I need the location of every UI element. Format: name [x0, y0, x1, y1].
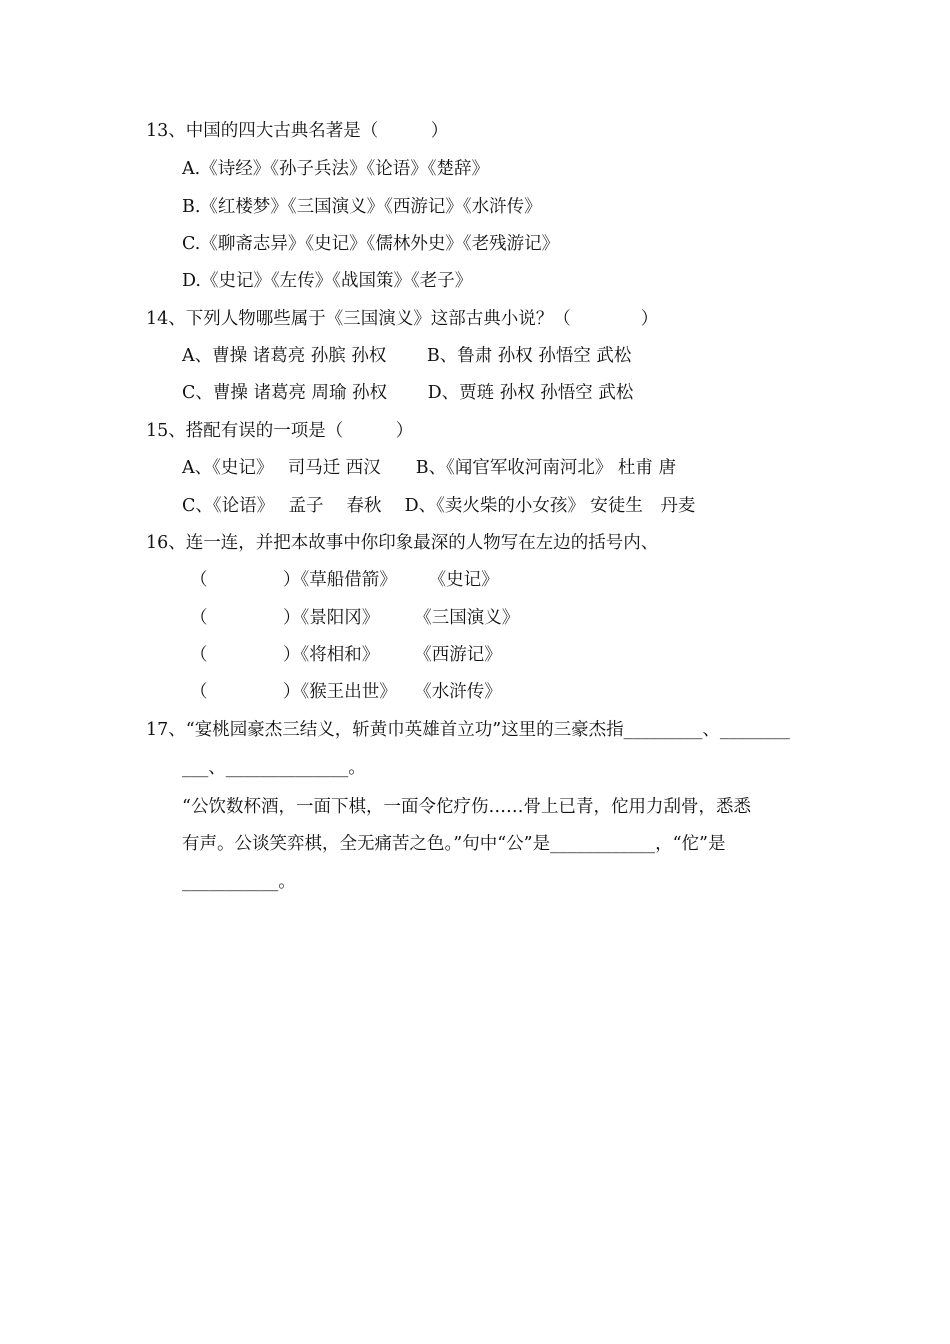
q14-stem: 14、下列人物哪些属于《三国演义》这部古典小说？（ ） [146, 309, 659, 329]
q17-passage-line-3: ___________。 [182, 872, 296, 892]
q15-stem: 15、搭配有误的一项是（ ） [146, 421, 414, 441]
q13-stem: 13、中国的四大古典名著是（ ） [146, 121, 449, 141]
q15-options-cd: C、《论语》 孟子 春秋 D、《卖火柴的小女孩》 安徒生 丹麦 [182, 496, 696, 516]
q15-options-ab: A、《史记》 司马迁 西汉 B、《闻官军收河南河北》 杜甫 唐 [182, 458, 676, 478]
q16-match-row: （ ）《猴王出世》 《水浒传》 [190, 682, 502, 702]
q17-passage-line-2: 有声。公谈笑弈棋，全无痛苦之色。”句中“公”是____________，“佗”是 [182, 834, 726, 854]
q16-match-row: （ ）《将相和》 《西游记》 [190, 645, 502, 665]
q13-option-d: D.《史记》《左传》《战国策》《老子》 [182, 271, 473, 291]
q16-match-row: （ ）《草船借箭》 《史记》 [190, 570, 499, 590]
q14-options-cd: C、曹操 诸葛亮 周瑜 孙权 D、贾琏 孙权 孙悟空 武松 [182, 383, 634, 403]
q14-options-ab: A、曹操 诸葛亮 孙膑 孙权 B、鲁肃 孙权 孙悟空 武松 [182, 346, 632, 366]
q16-stem: 16、连一连，并把本故事中你印象最深的人物写在左边的括号内、 [146, 533, 659, 553]
q17-line-1: 17、“宴桃园豪杰三结义，斩黄巾英雄首立功”这里的三豪杰指_________、________ [146, 720, 790, 740]
q13-option-c: C.《聊斋志异》《史记》《儒林外史》《老残游记》 [182, 234, 560, 254]
q17-passage-line-1: “公饮数杯酒，一面下棋，一面令佗疗伤……骨上已青，佗用力刮骨，悉悉 [182, 797, 751, 817]
q17-line-2: ___、______________。 [182, 758, 366, 778]
q13-option-b: B.《红楼梦》《三国演义》《西游记》《水浒传》 [182, 197, 542, 217]
q16-match-row: （ ）《景阳冈》 《三国演义》 [190, 608, 520, 628]
q13-option-a: A.《诗经》《孙子兵法》《论语》《楚辞》 [182, 159, 489, 179]
